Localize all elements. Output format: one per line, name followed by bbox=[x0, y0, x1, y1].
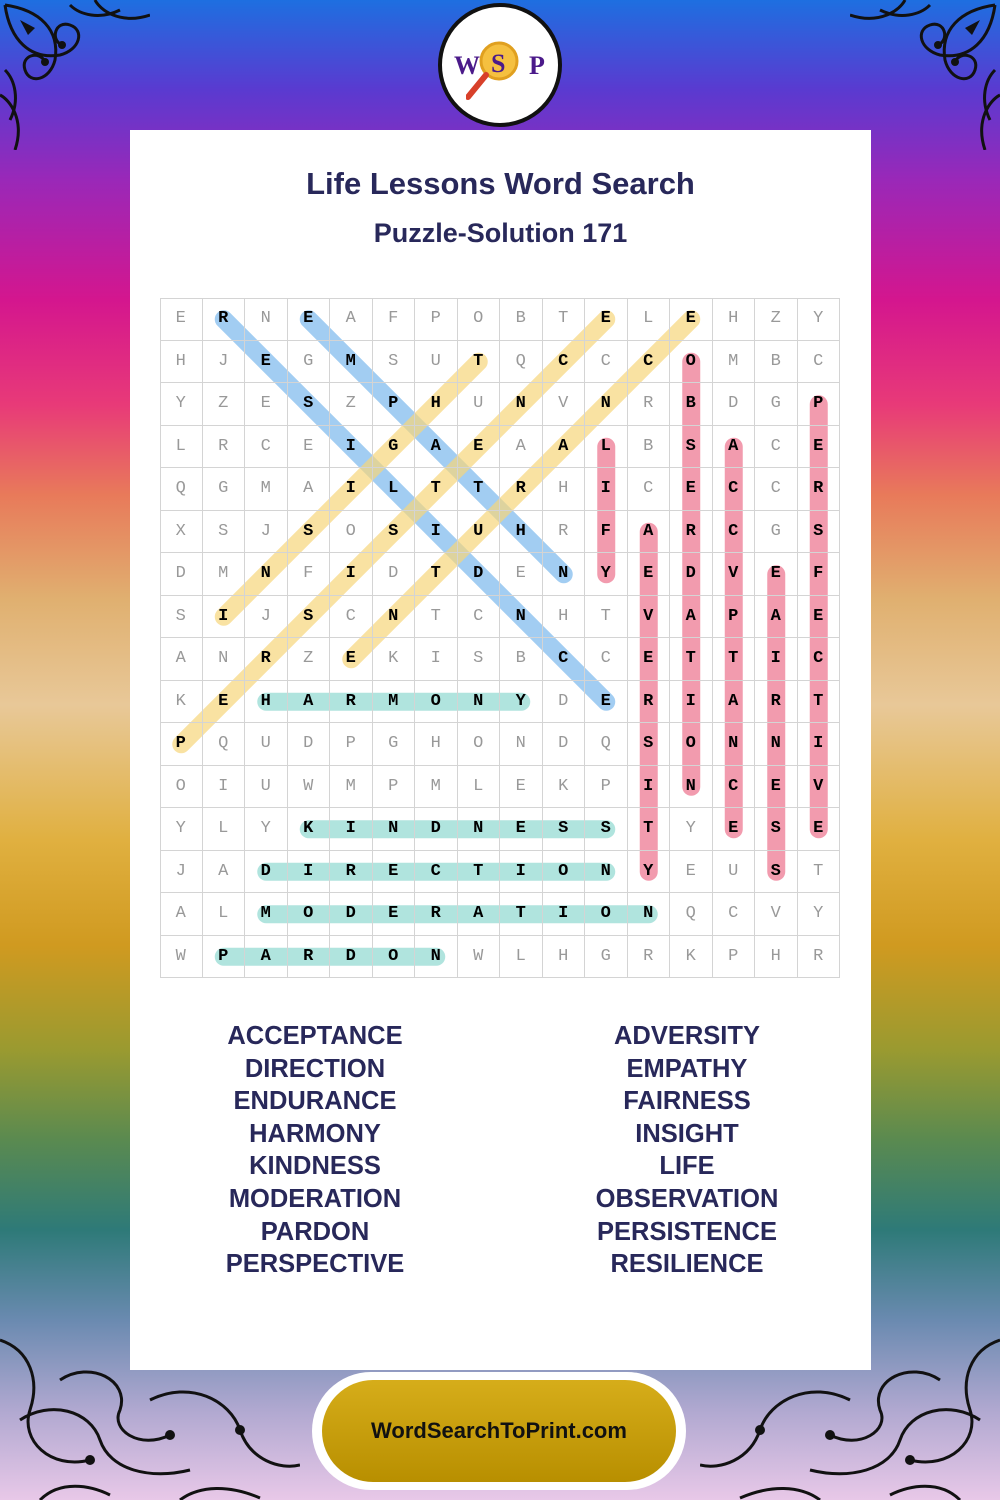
grid-cell: H bbox=[415, 723, 458, 766]
grid-cell: D bbox=[330, 893, 373, 936]
grid-cell: S bbox=[160, 596, 203, 639]
grid-cell: I bbox=[415, 638, 458, 681]
grid-cell: L bbox=[373, 468, 416, 511]
grid-cell: I bbox=[500, 851, 543, 894]
grid-cell: N bbox=[373, 808, 416, 851]
grid-cell: N bbox=[628, 893, 671, 936]
grid-cell: A bbox=[628, 511, 671, 554]
grid-cell: R bbox=[415, 893, 458, 936]
grid-cell: S bbox=[373, 511, 416, 554]
word-list-right bbox=[502, 1020, 872, 1281]
grid-cell: T bbox=[500, 893, 543, 936]
grid-cell: Y bbox=[585, 553, 628, 596]
grid-cell: E bbox=[500, 808, 543, 851]
grid-cell: H bbox=[543, 468, 586, 511]
grid-cell: E bbox=[245, 341, 288, 384]
grid-cell: E bbox=[245, 383, 288, 426]
grid-cell: M bbox=[203, 553, 246, 596]
grid-cell: P bbox=[373, 383, 416, 426]
grid-cell: A bbox=[458, 893, 501, 936]
word-list-item: PERSPECTIVE bbox=[225, 1250, 405, 1279]
grid-cell: C bbox=[543, 638, 586, 681]
word-list-left bbox=[130, 1020, 500, 1281]
grid-cell: J bbox=[160, 851, 203, 894]
grid-cell: P bbox=[373, 766, 416, 809]
grid-cell: L bbox=[458, 766, 501, 809]
grid-cell: W bbox=[458, 936, 501, 979]
grid-cell: O bbox=[670, 341, 713, 384]
grid-cell: C bbox=[755, 426, 798, 469]
grid-cell: A bbox=[755, 596, 798, 639]
grid-cell: B bbox=[500, 638, 543, 681]
grid-cell: R bbox=[330, 851, 373, 894]
grid-cell: N bbox=[585, 851, 628, 894]
grid-cell: R bbox=[798, 936, 841, 979]
grid-cell: E bbox=[670, 298, 713, 341]
grid-cell: Q bbox=[160, 468, 203, 511]
grid-cell: B bbox=[670, 383, 713, 426]
grid-cell: V bbox=[798, 766, 841, 809]
grid-cell: A bbox=[288, 681, 331, 724]
grid-cell: K bbox=[160, 681, 203, 724]
word-list-item: EMPATHY bbox=[626, 1054, 748, 1083]
grid-cell: R bbox=[628, 681, 671, 724]
corner-ornament-top-left bbox=[0, 0, 150, 150]
grid-cell: F bbox=[373, 298, 416, 341]
wsp-logo bbox=[438, 3, 562, 127]
puzzle-card bbox=[130, 130, 871, 1370]
grid-cell: A bbox=[415, 426, 458, 469]
grid-cell: D bbox=[670, 553, 713, 596]
grid-cell: N bbox=[458, 808, 501, 851]
grid-cell: A bbox=[500, 426, 543, 469]
grid-cell: G bbox=[585, 936, 628, 979]
grid-cell: T bbox=[415, 553, 458, 596]
grid-cell: P bbox=[160, 723, 203, 766]
grid-cell: R bbox=[628, 936, 671, 979]
grid-cell: Y bbox=[628, 851, 671, 894]
grid-cell: A bbox=[160, 893, 203, 936]
grid-cell: D bbox=[245, 851, 288, 894]
grid-cell: A bbox=[543, 426, 586, 469]
grid-cell: E bbox=[798, 426, 841, 469]
grid-cell: T bbox=[628, 808, 671, 851]
grid-cell: Z bbox=[330, 383, 373, 426]
grid-cell: C bbox=[713, 766, 756, 809]
grid-cell: J bbox=[203, 341, 246, 384]
grid-cell: A bbox=[713, 426, 756, 469]
grid-cell: R bbox=[755, 681, 798, 724]
grid-cell: N bbox=[755, 723, 798, 766]
grid-cell: C bbox=[798, 341, 841, 384]
grid-cell: C bbox=[713, 468, 756, 511]
grid-cell: D bbox=[543, 681, 586, 724]
grid-cell: E bbox=[628, 553, 671, 596]
grid-cell: R bbox=[330, 681, 373, 724]
grid-cell: C bbox=[543, 341, 586, 384]
grid-cell: N bbox=[245, 298, 288, 341]
grid-cell: C bbox=[798, 638, 841, 681]
grid-cell: E bbox=[203, 681, 246, 724]
grid-cell: H bbox=[245, 681, 288, 724]
grid-cell: O bbox=[670, 723, 713, 766]
grid-cell: C bbox=[330, 596, 373, 639]
grid-cell: U bbox=[415, 341, 458, 384]
grid-cell: Y bbox=[500, 681, 543, 724]
grid-cell: I bbox=[288, 851, 331, 894]
grid-cell: E bbox=[585, 681, 628, 724]
word-list-item: ENDURANCE bbox=[233, 1087, 397, 1116]
word-list-item: KINDNESS bbox=[249, 1152, 381, 1181]
grid-cell: E bbox=[500, 553, 543, 596]
word-list-item: MODERATION bbox=[228, 1184, 402, 1213]
grid-cell: P bbox=[713, 596, 756, 639]
grid-cell: N bbox=[203, 638, 246, 681]
grid-cell: I bbox=[330, 426, 373, 469]
word-list-item: PERSISTENCE bbox=[597, 1217, 777, 1246]
grid-cell: Z bbox=[755, 298, 798, 341]
grid-cell: R bbox=[203, 426, 246, 469]
grid-cell: Y bbox=[160, 808, 203, 851]
grid-cell: D bbox=[288, 723, 331, 766]
grid-cell: F bbox=[288, 553, 331, 596]
grid-cell: O bbox=[458, 298, 501, 341]
grid-cell: V bbox=[543, 383, 586, 426]
grid-cell: E bbox=[160, 298, 203, 341]
grid-cell: H bbox=[713, 298, 756, 341]
grid-cell: N bbox=[500, 723, 543, 766]
grid-cell: N bbox=[245, 553, 288, 596]
grid-cell: I bbox=[585, 468, 628, 511]
grid-cell: T bbox=[415, 596, 458, 639]
grid-cell: Z bbox=[288, 638, 331, 681]
grid-cell: I bbox=[415, 511, 458, 554]
grid-cell: T bbox=[458, 468, 501, 511]
puzzle-title: Life Lessons Word Search bbox=[306, 166, 695, 201]
grid-cell: O bbox=[415, 681, 458, 724]
grid-cell: Y bbox=[245, 808, 288, 851]
grid-cell: P bbox=[415, 298, 458, 341]
grid-cell: E bbox=[628, 638, 671, 681]
grid-cell: U bbox=[713, 851, 756, 894]
grid-cell: L bbox=[203, 808, 246, 851]
grid-cell: E bbox=[713, 808, 756, 851]
grid-cell: V bbox=[755, 893, 798, 936]
grid-cell: M bbox=[245, 468, 288, 511]
grid-cell: Q bbox=[670, 893, 713, 936]
grid-cell: C bbox=[628, 468, 671, 511]
grid-cell: H bbox=[543, 936, 586, 979]
grid-cell: L bbox=[203, 893, 246, 936]
grid-cell: H bbox=[755, 936, 798, 979]
grid-cell: U bbox=[245, 723, 288, 766]
grid-cell: E bbox=[755, 553, 798, 596]
grid-cell: B bbox=[755, 341, 798, 384]
grid-cell: D bbox=[458, 553, 501, 596]
grid-cell: I bbox=[755, 638, 798, 681]
grid-cell: T bbox=[798, 681, 841, 724]
grid-cell: M bbox=[330, 341, 373, 384]
grid-cell: R bbox=[288, 936, 331, 979]
grid-cell: T bbox=[458, 851, 501, 894]
letter-grid bbox=[160, 298, 840, 978]
logo-letter-w: W bbox=[454, 51, 480, 80]
grid-cell: S bbox=[798, 511, 841, 554]
grid-cell: N bbox=[373, 596, 416, 639]
grid-cell: A bbox=[245, 936, 288, 979]
grid-cell: G bbox=[755, 383, 798, 426]
grid-cell: S bbox=[543, 808, 586, 851]
grid-cell: D bbox=[373, 553, 416, 596]
grid-cell: I bbox=[543, 893, 586, 936]
grid-cell: O bbox=[585, 893, 628, 936]
grid-cell: D bbox=[713, 383, 756, 426]
grid-cell: Z bbox=[203, 383, 246, 426]
grid-cell: C bbox=[713, 511, 756, 554]
grid-cell: P bbox=[713, 936, 756, 979]
word-list-item: ADVERSITY bbox=[614, 1022, 760, 1050]
grid-cell: R bbox=[245, 638, 288, 681]
grid-cell: E bbox=[373, 893, 416, 936]
grid-cell: T bbox=[585, 596, 628, 639]
grid-cell: D bbox=[415, 808, 458, 851]
grid-cell: G bbox=[203, 468, 246, 511]
grid-cell: U bbox=[245, 766, 288, 809]
grid-cell: E bbox=[670, 468, 713, 511]
grid-cell: C bbox=[755, 468, 798, 511]
grid-cell: N bbox=[500, 383, 543, 426]
grid-cell: N bbox=[415, 936, 458, 979]
grid-cell: G bbox=[373, 426, 416, 469]
grid-cell: C bbox=[628, 341, 671, 384]
grid-cell: R bbox=[500, 468, 543, 511]
grid-cell: E bbox=[670, 851, 713, 894]
grid-cell: O bbox=[160, 766, 203, 809]
grid-cell: A bbox=[160, 638, 203, 681]
puzzle-subtitle: Puzzle-Solution 171 bbox=[373, 218, 628, 248]
grid-cell: I bbox=[330, 808, 373, 851]
grid-cell: X bbox=[160, 511, 203, 554]
grid-cell: M bbox=[330, 766, 373, 809]
word-list-item: ACCEPTANCE bbox=[227, 1022, 403, 1050]
grid-cell: O bbox=[543, 851, 586, 894]
word-list-item: OBSERVATION bbox=[595, 1184, 779, 1213]
grid-cell: O bbox=[288, 893, 331, 936]
grid-cell: H bbox=[500, 511, 543, 554]
grid-cell: L bbox=[585, 426, 628, 469]
grid-cell: H bbox=[160, 341, 203, 384]
grid-cell: T bbox=[713, 638, 756, 681]
grid-cell: C bbox=[458, 596, 501, 639]
grid-cell: S bbox=[628, 723, 671, 766]
wsp-logo-badge bbox=[442, 7, 558, 123]
grid-cell: N bbox=[713, 723, 756, 766]
grid-cell: D bbox=[160, 553, 203, 596]
grid-cell: C bbox=[245, 426, 288, 469]
grid-cell: O bbox=[458, 723, 501, 766]
grid-cell: N bbox=[585, 383, 628, 426]
grid-cell: W bbox=[160, 936, 203, 979]
grid-cell: A bbox=[330, 298, 373, 341]
grid-cell: Q bbox=[585, 723, 628, 766]
grid-cell: I bbox=[628, 766, 671, 809]
grid-cell: N bbox=[500, 596, 543, 639]
grid-cell: M bbox=[415, 766, 458, 809]
grid-cell: K bbox=[373, 638, 416, 681]
grid-cell: B bbox=[500, 298, 543, 341]
grid-cell: G bbox=[755, 511, 798, 554]
grid-cell: E bbox=[755, 766, 798, 809]
grid-cell: C bbox=[585, 638, 628, 681]
grid-cell: C bbox=[585, 341, 628, 384]
grid-cell: A bbox=[288, 468, 331, 511]
grid-cell: T bbox=[543, 298, 586, 341]
grid-cell: R bbox=[670, 511, 713, 554]
word-list-item: FAIRNESS bbox=[623, 1087, 751, 1116]
grid-cell: S bbox=[373, 341, 416, 384]
grid-cell: K bbox=[670, 936, 713, 979]
grid-cell: U bbox=[458, 511, 501, 554]
grid-cell: J bbox=[245, 511, 288, 554]
grid-cell: I bbox=[670, 681, 713, 724]
grid-cell: R bbox=[543, 511, 586, 554]
grid-cell: H bbox=[543, 596, 586, 639]
word-search-grid bbox=[160, 298, 840, 978]
grid-cell: L bbox=[500, 936, 543, 979]
grid-cell: S bbox=[288, 383, 331, 426]
grid-cell: T bbox=[798, 851, 841, 894]
grid-cell: K bbox=[543, 766, 586, 809]
grid-cell: P bbox=[330, 723, 373, 766]
grid-cell: G bbox=[288, 341, 331, 384]
grid-cell: K bbox=[288, 808, 331, 851]
grid-cell: J bbox=[245, 596, 288, 639]
grid-cell: N bbox=[543, 553, 586, 596]
grid-cell: H bbox=[415, 383, 458, 426]
grid-cell: C bbox=[415, 851, 458, 894]
grid-cell: E bbox=[288, 298, 331, 341]
grid-cell: P bbox=[203, 936, 246, 979]
grid-cell: M bbox=[713, 341, 756, 384]
grid-cell: I bbox=[203, 596, 246, 639]
grid-cell: S bbox=[203, 511, 246, 554]
grid-cell: Y bbox=[670, 808, 713, 851]
grid-cell: A bbox=[713, 681, 756, 724]
grid-cell: I bbox=[203, 766, 246, 809]
grid-cell: G bbox=[373, 723, 416, 766]
grid-cell: S bbox=[288, 511, 331, 554]
grid-cell: L bbox=[160, 426, 203, 469]
grid-cell: R bbox=[203, 298, 246, 341]
grid-cell: I bbox=[798, 723, 841, 766]
word-list-item: INSIGHT bbox=[635, 1119, 739, 1148]
word-list-item: DIRECTION bbox=[244, 1054, 386, 1083]
grid-cell: N bbox=[458, 681, 501, 724]
site-link-button[interactable] bbox=[312, 1372, 686, 1490]
corner-ornament-top-right bbox=[850, 0, 1000, 150]
grid-cell: P bbox=[585, 766, 628, 809]
grid-cell: T bbox=[415, 468, 458, 511]
logo-letter-s: S bbox=[491, 49, 506, 78]
grid-cell: M bbox=[245, 893, 288, 936]
grid-cell: L bbox=[628, 298, 671, 341]
logo-letter-p: P bbox=[529, 51, 545, 80]
grid-cell: I bbox=[330, 553, 373, 596]
grid-cell: E bbox=[500, 766, 543, 809]
grid-cell: O bbox=[373, 936, 416, 979]
grid-cell: O bbox=[330, 511, 373, 554]
grid-cell: E bbox=[330, 638, 373, 681]
grid-cell: U bbox=[458, 383, 501, 426]
grid-cell: R bbox=[628, 383, 671, 426]
grid-cell: E bbox=[798, 808, 841, 851]
grid-cell: S bbox=[755, 808, 798, 851]
grid-cell: E bbox=[798, 596, 841, 639]
grid-cell: V bbox=[713, 553, 756, 596]
grid-cell: F bbox=[798, 553, 841, 596]
grid-cell: N bbox=[670, 766, 713, 809]
grid-cell: V bbox=[628, 596, 671, 639]
grid-cell: S bbox=[755, 851, 798, 894]
grid-cell: A bbox=[670, 596, 713, 639]
word-list-item: PARDON bbox=[260, 1217, 370, 1246]
grid-cell: C bbox=[713, 893, 756, 936]
grid-cell: R bbox=[798, 468, 841, 511]
grid-cell: T bbox=[670, 638, 713, 681]
grid-cell: Y bbox=[798, 298, 841, 341]
grid-cell: B bbox=[628, 426, 671, 469]
grid-cell: Q bbox=[500, 341, 543, 384]
grid-cell: E bbox=[288, 426, 331, 469]
grid-cell: Q bbox=[203, 723, 246, 766]
site-link-label: WordSearchToPrint.com bbox=[322, 1380, 676, 1482]
grid-cell: P bbox=[798, 383, 841, 426]
grid-cell: E bbox=[373, 851, 416, 894]
grid-cell: Y bbox=[160, 383, 203, 426]
grid-cell: S bbox=[288, 596, 331, 639]
grid-cell: M bbox=[373, 681, 416, 724]
grid-cell: F bbox=[585, 511, 628, 554]
word-list-item: LIFE bbox=[659, 1152, 715, 1181]
word-list-item: HARMONY bbox=[249, 1119, 381, 1148]
grid-cell: D bbox=[330, 936, 373, 979]
word-list-item: RESILIENCE bbox=[610, 1250, 764, 1279]
grid-cell: E bbox=[458, 426, 501, 469]
grid-cell: E bbox=[585, 298, 628, 341]
grid-cell: W bbox=[288, 766, 331, 809]
grid-cell: S bbox=[585, 808, 628, 851]
grid-cell: D bbox=[543, 723, 586, 766]
grid-cell: I bbox=[330, 468, 373, 511]
grid-cell: A bbox=[203, 851, 246, 894]
grid-cell: Y bbox=[798, 893, 841, 936]
grid-cell: T bbox=[458, 341, 501, 384]
grid-cell: S bbox=[458, 638, 501, 681]
grid-cell: S bbox=[670, 426, 713, 469]
